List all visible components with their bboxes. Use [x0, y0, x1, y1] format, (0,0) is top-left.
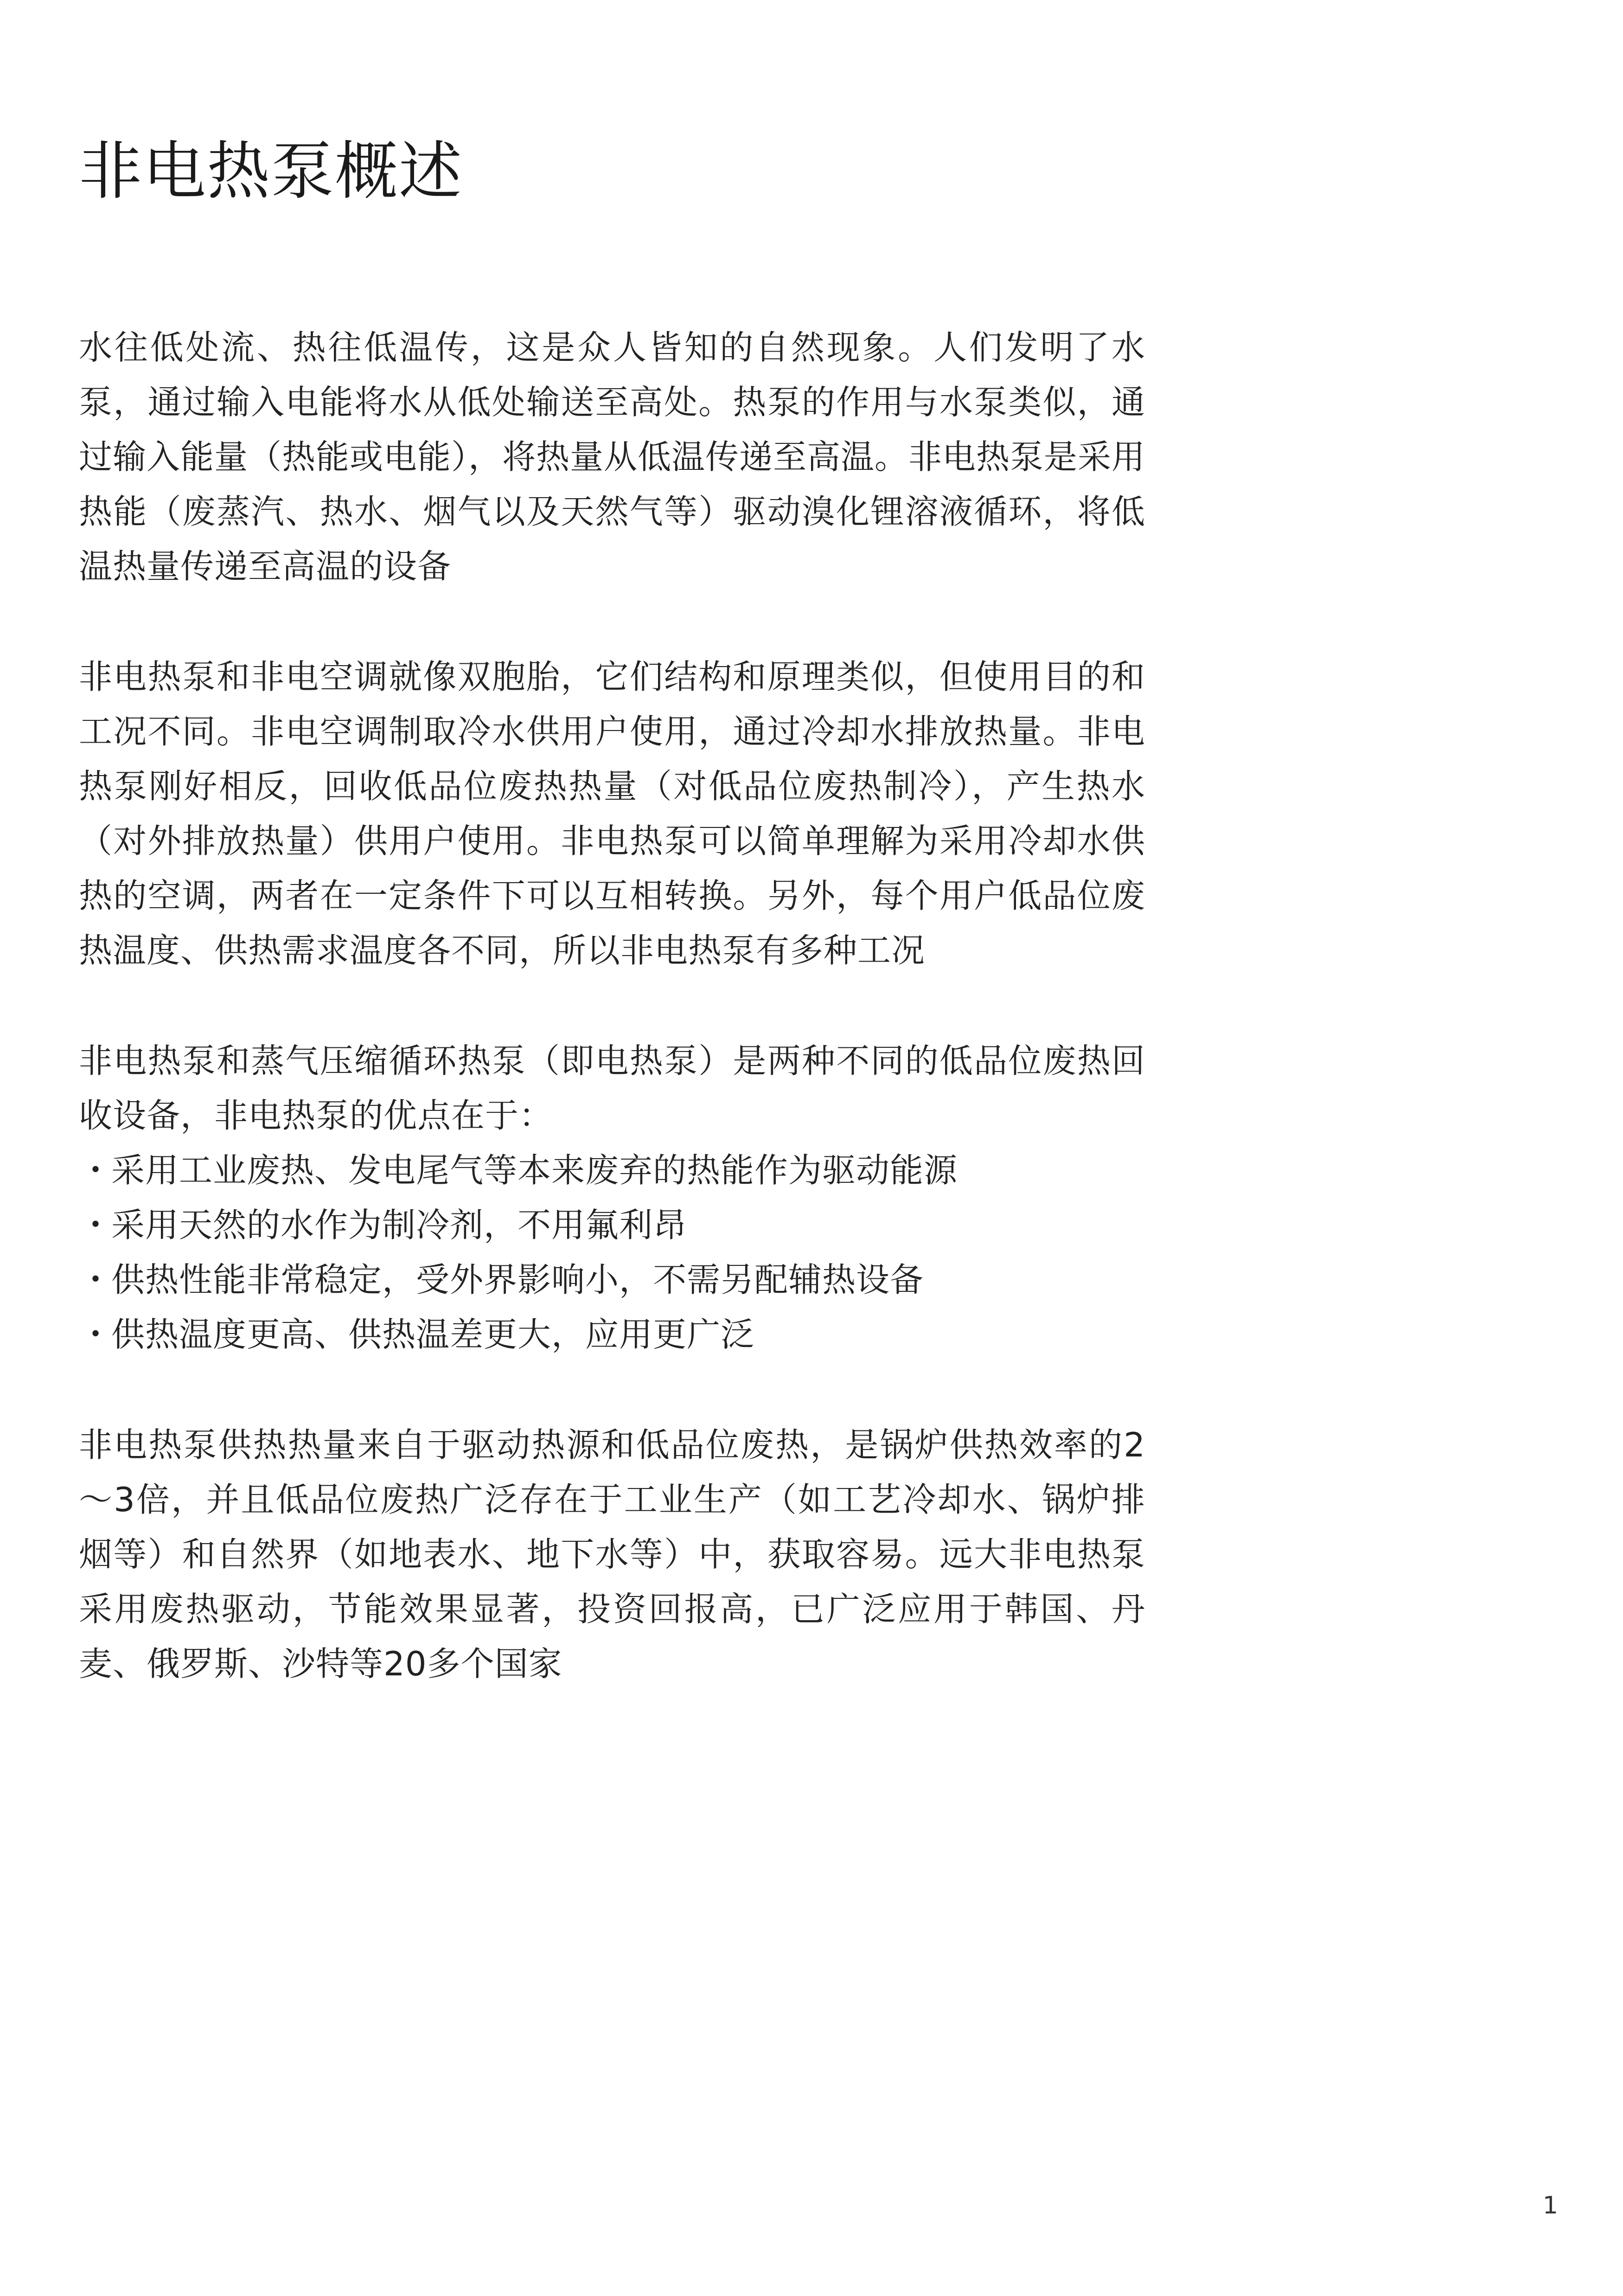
- paragraph-comparison: 非电热泵和非电空调就像双胞胎，它们结构和原理类似，但使用目的和工况不同。非电空调制取冷水供用户使用，通过冷却水排放热量。非电热泵刚好相反，回收低品位废热热量（对低品位废热制冷），产生热水（对外排放热量）供用户使用。非电热泵可以简单理解为采用冷却水供热的空调，两者在一定条件下可以互相转换。另外，每个用户低品位废热温度、供热需求温度各不同，所以非电热泵有多种工况: [79, 657, 1145, 970]
- page-title: 非电热泵概述: [79, 135, 463, 208]
- paragraph-intro: 水往低处流、热往低温传，这是众人皆知的自然现象。人们发明了水泵，通过输入电能将水从低处输送至高处。热泵的作用与水泵类似，通过输入能量（热能或电能），将热量从低温传递至高温。非电热泵是采用热能（废蒸汽、热水、烟气以及天然气等）驱动溴化锂溶液循环，将低温热量传递至高温的设备: [79, 328, 1146, 586]
- bullet-marker: ・: [79, 1315, 113, 1354]
- advantages-list: [79, 1143, 1145, 1362]
- bullet-marker: ・: [79, 1151, 113, 1190]
- list-item: [79, 1143, 1145, 1198]
- list-item-text: 采用工业废热、发电尾气等本来废弃的热能作为驱动能源: [111, 1151, 958, 1190]
- list-item: [79, 1198, 1145, 1252]
- list-item: [79, 1252, 1145, 1307]
- paragraph-gap: [79, 978, 1145, 1033]
- paragraph-closing: 非电热泵供热热量来自于驱动热源和低品位废热，是锅炉供热效率的2～3倍，并且低品位废热广泛存在于工业生产（如工艺冷却水、锅炉排烟等）和自然界（如地表水、地下水等）中，获取容易。远大非电热泵采用废热驱动，节能效果显著，投资回报高，已广泛应用于韩国、丹麦、俄罗斯、沙特等20多个国家: [79, 1425, 1145, 1683]
- paragraph-gap: [79, 1362, 1145, 1417]
- list-item: [79, 1307, 1145, 1362]
- list-item-text: 采用天然的水作为制冷剂，不用氟利昂: [111, 1206, 687, 1244]
- list-item-text: 供热性能非常稳定，受外界影响小，不需另配辅热设备: [111, 1260, 924, 1299]
- paragraph-gap: [79, 594, 1145, 649]
- bullet-marker: ・: [79, 1206, 113, 1244]
- page-number: 1: [1542, 2192, 1558, 2219]
- document-body: [79, 320, 1145, 1691]
- bullet-marker: ・: [79, 1260, 113, 1299]
- list-item-text: 供热温度更高、供热温差更大，应用更广泛: [111, 1315, 755, 1354]
- paragraph-advantages-intro: 非电热泵和蒸气压缩循环热泵（即电热泵）是两种不同的低品位废热回收设备，非电热泵的优点在于：: [79, 1041, 1145, 1135]
